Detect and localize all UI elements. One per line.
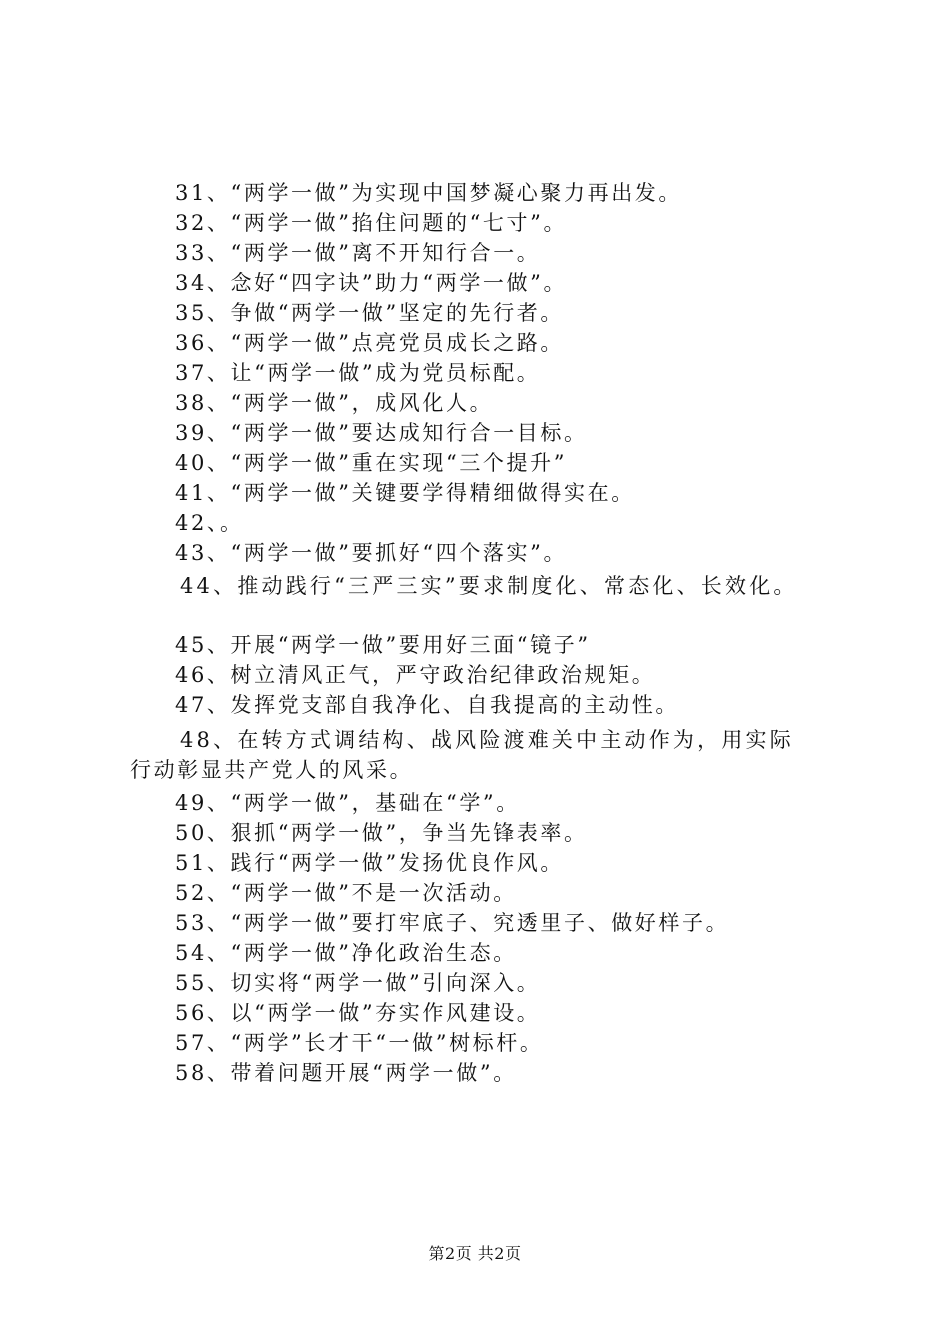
- list-item: 39、“两学一做”要达成知行合一目标。: [175, 421, 588, 445]
- list-item: 43、“两学一做”要抓好“四个落实”。: [175, 541, 568, 565]
- list-item: 31、“两学一做”为实现中国梦凝心聚力再出发。: [175, 181, 682, 205]
- list-item: 58、带着问题开展“两学一做”。: [175, 1061, 517, 1085]
- list-item: 57、“两学”长才干“一做”树标杆。: [175, 1031, 544, 1055]
- list-item: 42、。: [175, 511, 244, 535]
- list-item: 36、“两学一做”点亮党员成长之路。: [175, 331, 564, 355]
- list-item: 34、念好“四字诀”助力“两学一做”。: [175, 271, 568, 295]
- list-item: 49、“两学一做”，基础在“学”。: [175, 791, 520, 815]
- list-item: 33、“两学一做”离不开知行合一。: [175, 241, 541, 265]
- list-item: 44、推动践行“三严三实”要求制度化、常态化、长效化。: [180, 574, 798, 598]
- list-item: 54、“两学一做”净化政治生态。: [175, 941, 517, 965]
- list-item: 51、践行“两学一做”发扬优良作风。: [175, 851, 564, 875]
- list-item: 47、发挥党支部自我净化、自我提高的主动性。: [175, 693, 679, 717]
- list-item: 32、“两学一做”掐住问题的“七寸”。: [175, 211, 568, 235]
- list-item: 40、“两学一做”重在实现“三个提升”: [175, 451, 568, 475]
- list-item: 52、“两学一做”不是一次活动。: [175, 881, 517, 905]
- list-item: 45、开展“两学一做”要用好三面“镜子”: [175, 633, 591, 657]
- list-item: 35、争做“两学一做”坚定的先行者。: [175, 301, 564, 325]
- list-item: 37、让“两学一做”成为党员标配。: [175, 361, 541, 385]
- list-item-continuation: 行动彰显共产党人的风采。: [130, 758, 414, 782]
- list-item: 41、“两学一做”关键要学得精细做得实在。: [175, 481, 635, 505]
- list-item: 50、狠抓“两学一做”，争当先锋表率。: [175, 821, 588, 845]
- list-item: 38、“两学一做”，成风化人。: [175, 391, 494, 415]
- list-item: 48、在转方式调结构、战风险渡难关中主动作为，用实际: [180, 728, 794, 752]
- list-item: 53、“两学一做”要打牢底子、究透里子、做好样子。: [175, 911, 730, 935]
- page-footer: 第2页 共2页: [428, 1244, 522, 1263]
- list-item: 55、切实将“两学一做”引向深入。: [175, 971, 541, 995]
- list-item: 46、树立清风正气，严守政治纪律政治规矩。: [175, 663, 656, 687]
- list-item: 56、以“两学一做”夯实作风建设。: [175, 1001, 541, 1025]
